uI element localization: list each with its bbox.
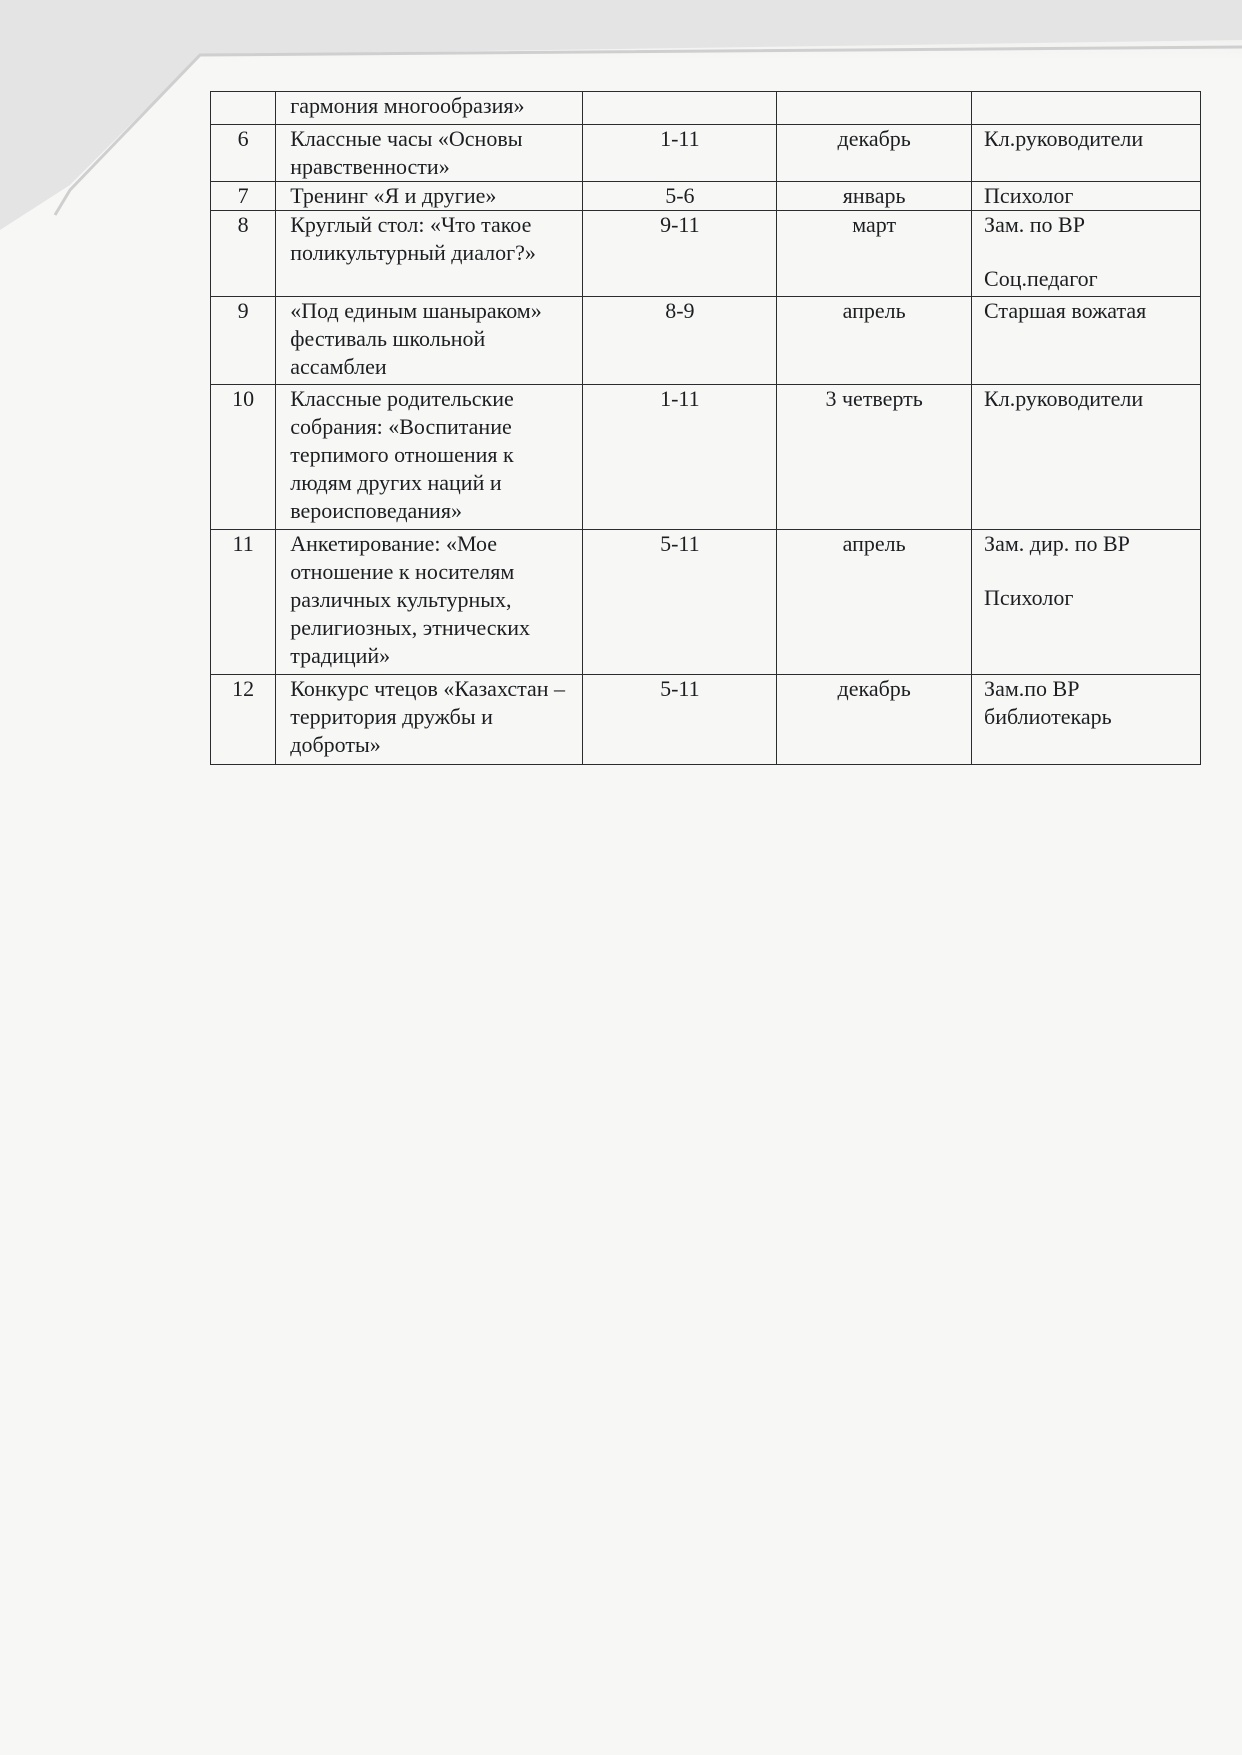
event-cell: гармония многообразия» bbox=[276, 92, 583, 125]
table-row bbox=[211, 125, 1201, 182]
row-number: 8 bbox=[211, 211, 276, 297]
responsible-person: Психолог bbox=[984, 183, 1074, 208]
date-cell: январь bbox=[777, 182, 972, 211]
responsible-cell bbox=[972, 92, 1201, 125]
date-cell bbox=[777, 92, 972, 125]
table-row bbox=[211, 92, 1201, 125]
responsible-person: Зам. по ВР bbox=[984, 212, 1085, 237]
table-row bbox=[211, 530, 1201, 675]
event-cell: Круглый стол: «Что такое поликультурный диалог?» bbox=[276, 211, 583, 297]
date-cell: апрель bbox=[777, 530, 972, 675]
responsible-person: Психолог bbox=[984, 585, 1074, 610]
table-row bbox=[211, 211, 1201, 297]
date-cell: 3 четверть bbox=[777, 385, 972, 530]
event-cell: Классные часы «Основы нравственности» bbox=[276, 125, 583, 182]
responsible-cell bbox=[972, 182, 1201, 211]
table-row bbox=[211, 297, 1201, 385]
row-number: 6 bbox=[211, 125, 276, 182]
row-number: 12 bbox=[211, 675, 276, 765]
classes-cell: 1-11 bbox=[583, 385, 777, 530]
responsible-person: Зам.по ВР bbox=[984, 676, 1080, 701]
classes-cell: 9-11 bbox=[583, 211, 777, 297]
classes-cell: 5-11 bbox=[583, 675, 777, 765]
responsible-person: библиотекарь bbox=[984, 704, 1112, 729]
row-number: 10 bbox=[211, 385, 276, 530]
classes-cell: 8-9 bbox=[583, 297, 777, 385]
responsible-cell bbox=[972, 675, 1201, 765]
classes-cell: 1-11 bbox=[583, 125, 777, 182]
event-cell: Тренинг «Я и другие» bbox=[276, 182, 583, 211]
responsible-cell bbox=[972, 211, 1201, 297]
row-number: 7 bbox=[211, 182, 276, 211]
responsible-person: Соц.педагог bbox=[984, 266, 1098, 291]
responsible-cell bbox=[972, 530, 1201, 675]
event-cell: Анкетирование: «Мое отношение к носителям различных культурных, религиозных, этнических традиций» bbox=[276, 530, 583, 675]
events-table bbox=[210, 91, 1201, 765]
event-cell: «Под единым шаныраком» фестиваль школьной ассамблеи bbox=[276, 297, 583, 385]
event-cell: Конкурс чтецов «Казахстан – территория дружбы и доброты» bbox=[276, 675, 583, 765]
classes-cell bbox=[583, 92, 777, 125]
table-row bbox=[211, 385, 1201, 530]
date-cell: апрель bbox=[777, 297, 972, 385]
responsible-person: Зам. дир. по ВР bbox=[984, 531, 1130, 556]
table-row bbox=[211, 182, 1201, 211]
responsible-person: Кл.руководители bbox=[984, 386, 1144, 411]
responsible-person: Кл.руководители bbox=[984, 126, 1144, 151]
date-cell: декабрь bbox=[777, 675, 972, 765]
responsible-person: Старшая вожатая bbox=[984, 298, 1147, 323]
responsible-cell bbox=[972, 297, 1201, 385]
event-cell: Классные родительские собрания: «Воспитание терпимого отношения к людям других наций и вероисповедания» bbox=[276, 385, 583, 530]
table-row bbox=[211, 675, 1201, 765]
responsible-cell bbox=[972, 125, 1201, 182]
row-number: 9 bbox=[211, 297, 276, 385]
responsible-cell bbox=[972, 385, 1201, 530]
classes-cell: 5-11 bbox=[583, 530, 777, 675]
row-number bbox=[211, 92, 276, 125]
row-number: 11 bbox=[211, 530, 276, 675]
date-cell: декабрь bbox=[777, 125, 972, 182]
classes-cell: 5-6 bbox=[583, 182, 777, 211]
date-cell: март bbox=[777, 211, 972, 297]
